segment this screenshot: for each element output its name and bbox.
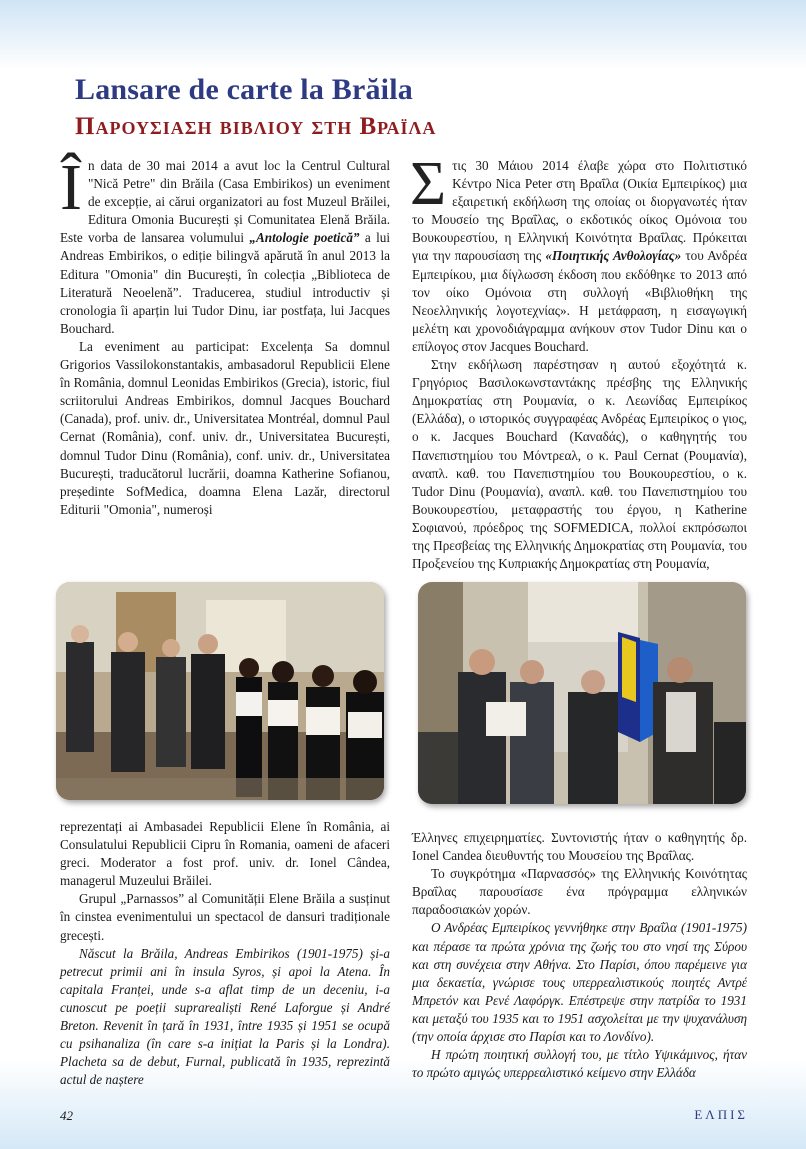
paragraph: reprezentați ai Ambasadei Republicii Elene în România, ai Consulatului Republicii Cipru în Romania, oameni de afaceri greci. Moderator a fost prof. univ. dr. Ionel Cândea, managerul Muzeului Brăilei.: [60, 819, 390, 889]
paragraph: Η πρώτη ποιητική συλλογή του, με τίτλο Υψικάμινος, ήταν το πρώτο αμιγώς υπερρεαλιστικό κείμενο στην Ελλάδα: [412, 1047, 747, 1081]
right-top-column: [410, 150, 747, 573]
paragraph: Έλληνες επιχειρηματίες. Συντονιστής ήταν ο καθηγητής δρ. Ionel Candea διευθυντής του Μουσείου της Βραΐλας.: [412, 830, 747, 864]
paragraph: Grupul „Parnassos” al Comunității Elene Brăila a susținut în cinstea evenimentului un spectacol de dansuri tradiționale grecești.: [60, 891, 390, 943]
left-top-column: [60, 151, 391, 519]
paragraph: Ο Ανδρέας Εμπειρίκος γεννήθηκε στην Βραΐλα (1901-1975) και πέρασε τα πρώτα χρόνια της ζωής του στο νησί της Σύρου και στη συνέχεια στην Αθήνα. Στο Παρίσι, όπου παρέμεινε για μια δεκαετία, γνώρισε τους υπερρεαλιστικούς ποιητές Αντρέ Μπρετόν και Ρενέ Λαφόργκ. Επέστρεψε στην πατρίδα το 1931 και μεταξύ του 1935 και το 1951 ασχολείται με την ψυχανάλυση (την οποία άρχισε στο Παρίσι και το Λονδίνο).: [412, 920, 747, 1045]
article-title-romanian: Lansare de carte la Brăila: [75, 73, 413, 106]
event-photo-right: [418, 582, 746, 804]
left-bottom-column: [60, 818, 390, 1089]
text-run: n data de 30 mai 2014 a avut loc la Centrul Cultural "Nică Petre" din Brăila (Casa Embirikos) un eveniment de excepție, ai cărui organizatori au fost Muzeul Brăilei, Editura Omonia București și Comunitatea Elenă Brăila. Este vorba de lansarea volumului: [60, 158, 390, 246]
magazine-name: ΕΛΠΙΣ: [694, 1107, 748, 1122]
article-title-greek: Παρουσιαση βιβλιου στη Βραϊλα: [75, 113, 437, 140]
paragraph: Το συγκρότημα «Παρνασσός» της Ελληνικής Κοινότητας Βραΐλας παρουσίασε ένα πρόγραμμα ελληνικών παραδοσιακών χορών.: [412, 866, 747, 918]
right-bottom-column: [412, 829, 747, 1082]
paragraph: [410, 150, 747, 356]
drop-cap: Σ: [410, 150, 447, 218]
drop-cap: Î: [60, 151, 82, 224]
paragraph: [60, 151, 391, 338]
paragraph: La eveniment au participat: Excelența Sa domnul Grigorios Vassilokonstantakis, ambasadorul Republicii Elene în România, domnul Leonidas Embirikos (Grecia), istoric, fiul scriitorului Andreas Embirikos, domnul Jacques Bouchard (Canada), prof. univ. dr., Universitatea Montréal, domnul Paul Cernat (România), conf. univ. dr., Universitatea București, domnul Tudor Dinu (România), conf. univ. dr., Universitatea București, traducătorul lucrării, doamna Katherine Sofianou, președinte SofMedica, doamna Elena Lazăr, directorul Editurii "Omonia", numeroși: [60, 338, 390, 517]
text-run: a lui Andreas Embirikos, o ediție bilingvă apărută în anul 2013 la Editura "Omonia" din București, în colecția „Biblioteca de Literatură Neoelenă”. Traducerea, studiul introductiv și cronologia îi aparțin lui Tudor Dinu, iar postfața, lui Jacques Bouchard.: [60, 230, 391, 336]
text-run: του Ανδρέα Εμπειρίκου, μια δίγλωσση έκδοση που εκδόθηκε το 2013 από τον οίκο Ομόνοια στη συλλογή «Βιβλιοθήκη της Νεοελληνικής λογοτεχνίας». Η μετάφραση, η εισαγωγική μελέτη και χρονοδιάγραμμα ανήκουν στον Tudor Dinu και ο επίλογος στον Jacques Bouchard.: [412, 248, 747, 354]
event-photo-left: [56, 582, 384, 800]
paragraph: Născut la Brăila, Andreas Embirikos (1901-1975) și-a petrecut primii ani în insula Syros, și apoi la Atena. În capitala Franței, unde s-a aflat timp de un deceniu, i-a cunoscut pe poeții suprarealiști René Laforgue și André Breton. Revenit în țară în 1931, între 1935 și 1951 se ocupă cu psihanaliza (în care s-a inițiat la Paris și la Londra). Placheta sa de debut, Furnal, publicată în 1935, reprezintă actul de naștere: [60, 945, 390, 1088]
text-run: τις 30 Μάιου 2014 έλαβε χώρα στο Πολιτιστικό Κέντρο Nica Peter στη Βραΐλα (Οικία Εμπειρίκος) μια εξαιρετική εκδήλωση της οποίας οι διοργανωτές ήταν το Μουσείο της Βραΐλας, ο εκδοτικός οίκος Ομόνοια του Βουκουρεστίου, η Ελληνική Κοινότητα Βραΐλας. Πρόκειται για την παρουσίαση της: [412, 158, 747, 264]
book-title: „Antologie poetică”: [249, 230, 360, 246]
paragraph: Στην εκδήλωση παρέστησαν η αυτού εξοχότητά κ. Γρηγόριος Βασιλοκωνσταντάκης πρέσβης της Ελληνικής Δημοκρατίας στη Ρουμανία, ο κ. Λεωνίδας Εμπειρίκος (Ελλάδα), ο ιστορικός συγγραφέας Ανδρέας Εμπειρίκος ο γιος, ο κ. Jacques Bouchard (Καναδάς), ο καθηγητής του Πανεπιστημίου του Μόντρεαλ, ο κ. Paul Cernat (Ρουμανία), αναπλ. καθ. του Πανεπιστημίου του Βουκουρεστίου, ο κ. Tudor Dinu (Ρουμανία), αναπλ. καθ. του Πανεπιστημίου του Βουκουρεστίου, μεταφραστής του έργου, η Katherine Σοφιανού, πρόεδρος της SOFMEDICA, πολλοί εκπρόσωποι της Πρεσβείας της Ελληνικής Δημοκρατίας στη Ρουμανία, του Προξενείου της Κυπριακής Δημοκρατίας στη Ρουμανία,: [412, 357, 747, 572]
book-title: «Ποιητικής Ανθολογίας»: [545, 248, 682, 264]
page-number: 42: [60, 1108, 73, 1123]
